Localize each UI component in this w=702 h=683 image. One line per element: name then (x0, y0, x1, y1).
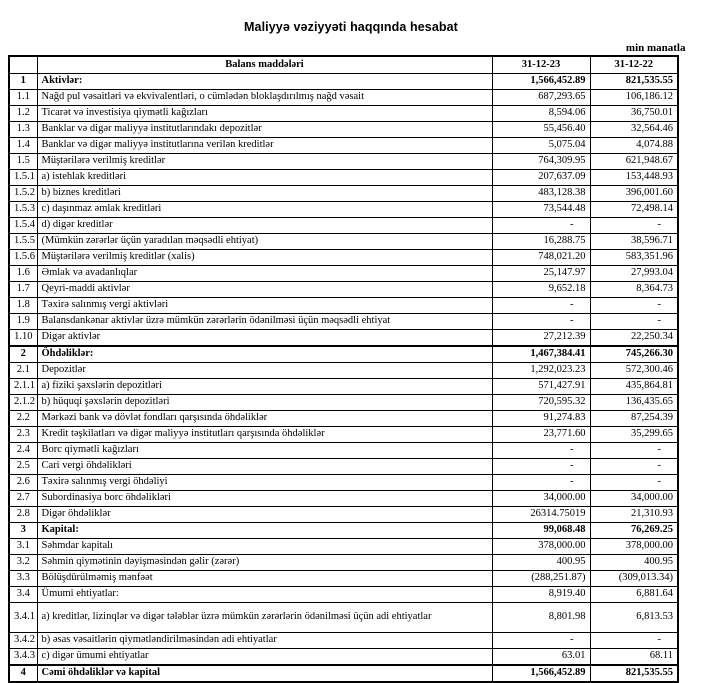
row-number: 1.8 (9, 298, 37, 314)
row-label: Nağd pul vəsaitləri və ekvivalentləri, o cümlədən bloklaşdırılmış nağd vəsait (37, 90, 492, 106)
table-row (9, 314, 678, 330)
header-col-2023: 31-12-23 (492, 56, 590, 74)
value-31-12-22: 76,269.25 (590, 523, 678, 539)
row-number: 2.1 (9, 363, 37, 379)
table-row (9, 459, 678, 475)
row-label: Kapital: (37, 523, 492, 539)
row-number: 1.2 (9, 106, 37, 122)
value-31-12-22: - (590, 633, 678, 649)
value-31-12-23: - (492, 314, 590, 330)
row-number: 1.9 (9, 314, 37, 330)
row-label: Aktivlər: (37, 74, 492, 90)
row-number: 2.3 (9, 427, 37, 443)
row-number: 1.5.5 (9, 234, 37, 250)
value-31-12-22: 572,300.46 (590, 363, 678, 379)
row-number: 2.1.2 (9, 395, 37, 411)
row-label: Subordinasiya borc öhdəlikləri (37, 491, 492, 507)
header-row (9, 56, 678, 74)
value-31-12-23: 91,274.83 (492, 411, 590, 427)
balance-sheet-table (8, 55, 679, 683)
value-31-12-22: 378,000.00 (590, 539, 678, 555)
row-number: 1.5.2 (9, 186, 37, 202)
value-31-12-22: - (590, 298, 678, 314)
value-31-12-23: - (492, 475, 590, 491)
value-31-12-22: 21,310.93 (590, 507, 678, 523)
row-label: Depozitlər (37, 363, 492, 379)
value-31-12-23: 99,068.48 (492, 523, 590, 539)
value-31-12-23: 764,309.95 (492, 154, 590, 170)
table-row (9, 603, 678, 633)
row-label: Digər öhdəliklər (37, 507, 492, 523)
value-31-12-22: - (590, 443, 678, 459)
row-label: Banklar və digər maliyyə institutlarındakı depozitlər (37, 122, 492, 138)
row-number: 4 (9, 665, 37, 682)
table-row (9, 122, 678, 138)
value-31-12-23: 1,292,023.23 (492, 363, 590, 379)
value-31-12-22: 34,000.00 (590, 491, 678, 507)
row-label: a) istehlak kreditləri (37, 170, 492, 186)
row-label: a) kreditlər, lizinqlər və digər tələblər üzrə mümkün zərərlərin ödənilməsi üçün adi ehtiyatlar (37, 603, 492, 633)
row-label: d) digər kreditlər (37, 218, 492, 234)
value-31-12-22: - (590, 218, 678, 234)
table-row (9, 475, 678, 491)
row-number: 1.5.3 (9, 202, 37, 218)
row-label: Borc qiymətli kağızları (37, 443, 492, 459)
value-31-12-23: - (492, 443, 590, 459)
table-row (9, 266, 678, 282)
value-31-12-23: 55,456.40 (492, 122, 590, 138)
value-31-12-22: 136,435.65 (590, 395, 678, 411)
value-31-12-22: 396,001.60 (590, 186, 678, 202)
value-31-12-22: 68.11 (590, 649, 678, 666)
value-31-12-22: 106,186.12 (590, 90, 678, 106)
value-31-12-23: 400.95 (492, 555, 590, 571)
value-31-12-22: 153,448.93 (590, 170, 678, 186)
row-label: (Mümkün zərərlər üçün yaradılan məqsədli ehtiyat) (37, 234, 492, 250)
table-row (9, 186, 678, 202)
value-31-12-22: 583,351.96 (590, 250, 678, 266)
row-number: 1.5 (9, 154, 37, 170)
value-31-12-22: 4,074.88 (590, 138, 678, 154)
row-label: Balansdankənar aktivlər üzrə mümkün zərərlərin ödənilməsi üçün məqsədli ehtiyat (37, 314, 492, 330)
row-number: 2.7 (9, 491, 37, 507)
value-31-12-23: 8,919.40 (492, 587, 590, 603)
value-31-12-23: 8,801.98 (492, 603, 590, 633)
table-row (9, 427, 678, 443)
value-31-12-23: 571,427.91 (492, 379, 590, 395)
value-31-12-22: 621,948.67 (590, 154, 678, 170)
row-label: c) digər ümumi ehtiyatlar (37, 649, 492, 666)
row-label: Digər aktivlər (37, 330, 492, 347)
value-31-12-22: 35,299.65 (590, 427, 678, 443)
value-31-12-23: 8,594.06 (492, 106, 590, 122)
value-31-12-23: - (492, 633, 590, 649)
row-number: 1.5.4 (9, 218, 37, 234)
row-number: 3 (9, 523, 37, 539)
table-row (9, 250, 678, 266)
table-row (9, 411, 678, 427)
row-number: 2 (9, 346, 37, 363)
row-number: 2.8 (9, 507, 37, 523)
value-31-12-23: 687,293.65 (492, 90, 590, 106)
table-row (9, 555, 678, 571)
table-row (9, 507, 678, 523)
table-row (9, 234, 678, 250)
value-31-12-23: 9,652.18 (492, 282, 590, 298)
row-label: Müştərilərə verilmiş kreditlər (37, 154, 492, 170)
row-number: 3.2 (9, 555, 37, 571)
value-31-12-23: 27,212.39 (492, 330, 590, 347)
row-number: 1.10 (9, 330, 37, 347)
value-31-12-22: 745,266.30 (590, 346, 678, 363)
value-31-12-22: 821,535.55 (590, 74, 678, 90)
row-label: b) əsas vəsaitlərin qiymətləndirilməsindən adi ehtiyatlar (37, 633, 492, 649)
row-label: Bölüşdürülməmiş mənfəət (37, 571, 492, 587)
row-number: 2.5 (9, 459, 37, 475)
table-row (9, 571, 678, 587)
value-31-12-23: 1,566,452.89 (492, 74, 590, 90)
row-number: 3.3 (9, 571, 37, 587)
table-row (9, 649, 678, 666)
row-number: 1.4 (9, 138, 37, 154)
row-label: Ümumi ehtiyatlar: (37, 587, 492, 603)
row-label: Təxirə salınmış vergi aktivləri (37, 298, 492, 314)
row-label: Mərkəzi bank və dövlət fondları qarşısında öhdəliklər (37, 411, 492, 427)
value-31-12-23: (288,251.87) (492, 571, 590, 587)
value-31-12-23: 25,147.97 (492, 266, 590, 282)
value-31-12-22: - (590, 475, 678, 491)
table-row (9, 218, 678, 234)
value-31-12-23: 720,595.32 (492, 395, 590, 411)
table-row (9, 363, 678, 379)
row-label: Təxirə salınmış vergi öhdəliyi (37, 475, 492, 491)
table-row (9, 298, 678, 314)
value-31-12-23: 16,288.75 (492, 234, 590, 250)
table-row (9, 138, 678, 154)
value-31-12-22: 38,596.71 (590, 234, 678, 250)
table-row (9, 491, 678, 507)
value-31-12-23: 26314.75019 (492, 507, 590, 523)
row-number: 2.4 (9, 443, 37, 459)
table-row (9, 379, 678, 395)
row-label: Səhmin qiymətinin dəyişməsindən gəlir (zərər) (37, 555, 492, 571)
value-31-12-22: 821,535.55 (590, 665, 678, 682)
table-row (9, 346, 678, 363)
row-number: 1 (9, 74, 37, 90)
table-row (9, 154, 678, 170)
value-31-12-23: 63.01 (492, 649, 590, 666)
row-label: Cari vergi öhdəlikləri (37, 459, 492, 475)
value-31-12-23: 378,000.00 (492, 539, 590, 555)
row-number: 1.5.1 (9, 170, 37, 186)
value-31-12-23: 1,467,384.41 (492, 346, 590, 363)
row-number: 1.6 (9, 266, 37, 282)
row-label: Banklar və digər maliyyə institutlarına verilən kreditlər (37, 138, 492, 154)
row-number: 1.7 (9, 282, 37, 298)
value-31-12-23: 23,771.60 (492, 427, 590, 443)
row-label: b) biznes kreditləri (37, 186, 492, 202)
row-number: 3.1 (9, 539, 37, 555)
table-row (9, 282, 678, 298)
row-label: Kredit təşkilatları və digər maliyyə institutları qarşısında öhdəliklər (37, 427, 492, 443)
value-31-12-23: - (492, 218, 590, 234)
value-31-12-22: 6,813.53 (590, 603, 678, 633)
value-31-12-22: 27,993.04 (590, 266, 678, 282)
header-col-2022: 31-12-22 (590, 56, 678, 74)
table-row (9, 633, 678, 649)
value-31-12-22: 72,498.14 (590, 202, 678, 218)
row-number: 3.4 (9, 587, 37, 603)
header-no (9, 56, 37, 74)
value-31-12-22: 8,364.73 (590, 282, 678, 298)
table-row (9, 90, 678, 106)
row-number: 2.1.1 (9, 379, 37, 395)
row-number: 2.6 (9, 475, 37, 491)
row-number: 1.5.6 (9, 250, 37, 266)
row-number: 3.4.2 (9, 633, 37, 649)
row-label: Qeyri-maddi aktivlər (37, 282, 492, 298)
table-row (9, 395, 678, 411)
table-row (9, 443, 678, 459)
row-label: Öhdəliklər: (37, 346, 492, 363)
value-31-12-23: 1,566,452.89 (492, 665, 590, 682)
row-number: 1.1 (9, 90, 37, 106)
value-31-12-23: 5,075.04 (492, 138, 590, 154)
value-31-12-22: - (590, 314, 678, 330)
row-label: b) hüquqi şəxslərin depozitləri (37, 395, 492, 411)
value-31-12-23: 483,128.38 (492, 186, 590, 202)
table-row (9, 202, 678, 218)
value-31-12-22: 22,250.34 (590, 330, 678, 347)
table-row (9, 106, 678, 122)
value-31-12-23: 34,000.00 (492, 491, 590, 507)
table-row (9, 523, 678, 539)
row-number: 2.2 (9, 411, 37, 427)
value-31-12-22: - (590, 459, 678, 475)
row-label: Ticarət və investisiya qiymətli kağızları (37, 106, 492, 122)
row-label: Müştərilərə verilmiş kreditlər (xalis) (37, 250, 492, 266)
value-31-12-22: 400.95 (590, 555, 678, 571)
table-row (9, 330, 678, 347)
value-31-12-23: 73,544.48 (492, 202, 590, 218)
page-title: Maliyyə vəziyyəti haqqında hesabat (244, 20, 458, 34)
row-label: a) fiziki şəxslərin depozitləri (37, 379, 492, 395)
value-31-12-23: - (492, 459, 590, 475)
row-label: Cəmi öhdəliklər və kapital (37, 665, 492, 682)
row-label: c) daşınmaz əmlak kreditləri (37, 202, 492, 218)
table-row (9, 74, 678, 90)
table-row (9, 539, 678, 555)
value-31-12-23: - (492, 298, 590, 314)
value-31-12-22: (309,013.34) (590, 571, 678, 587)
row-number: 1.3 (9, 122, 37, 138)
value-31-12-23: 207,637.09 (492, 170, 590, 186)
value-31-12-22: 435,864.81 (590, 379, 678, 395)
header-label: Balans maddələri (37, 56, 492, 74)
value-31-12-22: 32,564.46 (590, 122, 678, 138)
value-31-12-23: 748,021.20 (492, 250, 590, 266)
table-row (9, 170, 678, 186)
row-label: Səhmdar kapitalı (37, 539, 492, 555)
value-31-12-22: 6,881.64 (590, 587, 678, 603)
row-number: 3.4.1 (9, 603, 37, 633)
table-body (9, 74, 678, 683)
value-31-12-22: 87,254.39 (590, 411, 678, 427)
row-label: Əmlak və avadanlıqlar (37, 266, 492, 282)
unit-note: min manatla (625, 42, 686, 54)
table-row (9, 665, 678, 682)
table-row (9, 587, 678, 603)
row-number: 3.4.3 (9, 649, 37, 666)
value-31-12-22: 36,750.01 (590, 106, 678, 122)
